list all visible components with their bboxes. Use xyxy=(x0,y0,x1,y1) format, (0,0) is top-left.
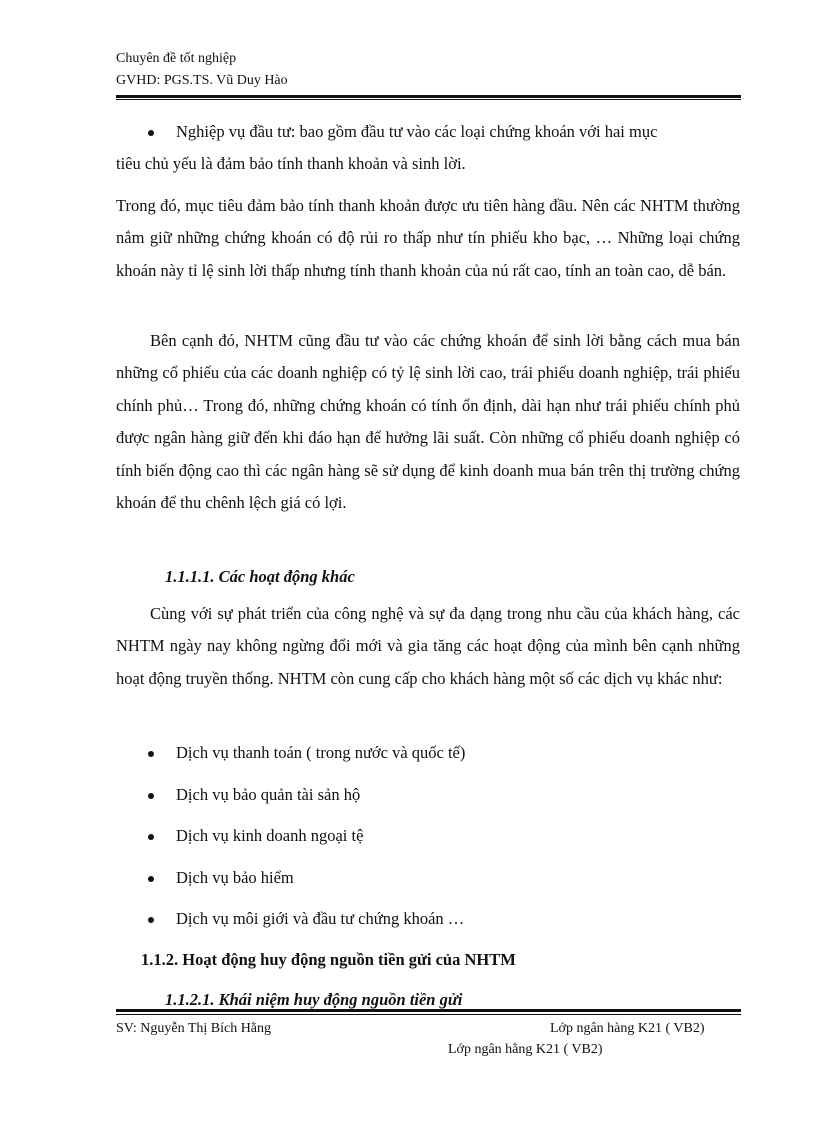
bullet-dot-icon xyxy=(148,917,154,923)
bullet-dot-icon xyxy=(148,751,154,757)
bullet-investment-line1: Nghiệp vụ đầu tư: bao gồm đầu tư vào các loại chứng khoán với hai mục xyxy=(176,122,658,141)
bullet-dot-icon xyxy=(148,130,154,136)
paragraph-profit: Bên cạnh đó, NHTM cũng đầu tư vào các chứng khoán để sinh lời bằng cách mua bán những cổ phiếu của các doanh nghiệp có tỷ lệ sinh lời cao, trái phiếu doanh nghiệp, trái phiếu chính phủ… Trong đó, những chứng khoán có tính ổn định, dài hạn như trái phiếu chính phủ được ngân hàng giữ đến khi đáo hạn để hưởng lãi suất. Còn những cổ phiếu doanh nghiệp có tính biến động cao thì các ngân hàng sẽ sử dụng để kinh doanh mua bán trên thị trường chứng khoán để thu chênh lệch giá có lợi. xyxy=(116,331,740,513)
header-advisor: GVHD: PGS.TS. Vũ Duy Hào xyxy=(116,73,288,88)
bullet-dot-icon xyxy=(148,793,154,799)
list-item: Dịch vụ kinh doanh ngoại tệ xyxy=(156,820,343,852)
footer-rule-thick xyxy=(116,1009,741,1012)
heading-deposit-mobilization: 1.1.2. Hoạt động huy động nguồn tiền gửi của NHTM xyxy=(141,950,516,969)
paragraph-liquidity: Trong đó, mục tiêu đảm bảo tính thanh khoản được ưu tiên hàng đầu. Nên các NHTM thường nắm giữ những chứng khoán có độ rủi ro thấp như tín phiếu kho bạc, … Những loại chứng khoán này tỉ lệ sinh lời thấp nhưng tính thanh khoản của nú rất cao, tính an toàn cao, dễ bán. xyxy=(116,196,740,280)
heading-deposit-concept: 1.1.2.1. Khái niệm huy động nguồn tiền gửi xyxy=(165,990,463,1009)
list-item: Dịch vụ môi giới và đầu tư chứng khoán … xyxy=(156,903,444,935)
footer-class-center: Lớp ngân hằng K21 ( VB2) xyxy=(448,1042,603,1057)
footer-rule-thin xyxy=(116,1014,741,1015)
list-item: Dịch vụ bảo hiểm xyxy=(156,862,274,894)
bullet-investment xyxy=(116,116,740,181)
list-item: Dịch vụ thanh toán ( trong nước và quốc tế) xyxy=(156,737,445,769)
footer-class-right: Lớp ngân hàng K21 ( VB2) xyxy=(550,1021,705,1036)
paragraph-services-intro: Cùng với sự phát triển của công nghệ và sự đa dạng trong nhu cầu của khách hàng, các NHTM ngày nay không ngừng đổi mới và gia tăng các hoạt động của mình bên cạnh những hoạt động truyền thống. NHTM còn cung cấp cho khách hàng một số các dịch vụ khác như: xyxy=(116,604,740,688)
header-rule-thin xyxy=(116,99,741,100)
list-item: Dịch vụ bảo quản tài sản hộ xyxy=(156,779,340,811)
header-rule-thick xyxy=(116,95,741,98)
footer-student: SV: Nguyễn Thị Bích Hằng xyxy=(116,1021,272,1036)
bullet-dot-icon xyxy=(148,876,154,882)
heading-other-activities: 1.1.1.1. Các hoạt động khác xyxy=(165,567,355,586)
bullet-dot-icon xyxy=(148,834,154,840)
bullet-investment-line2: tiêu chủ yếu là đảm bảo tính thanh khoản và sinh lời. xyxy=(116,154,466,174)
header-title: Chuyên đề tốt nghiệp xyxy=(116,51,237,66)
